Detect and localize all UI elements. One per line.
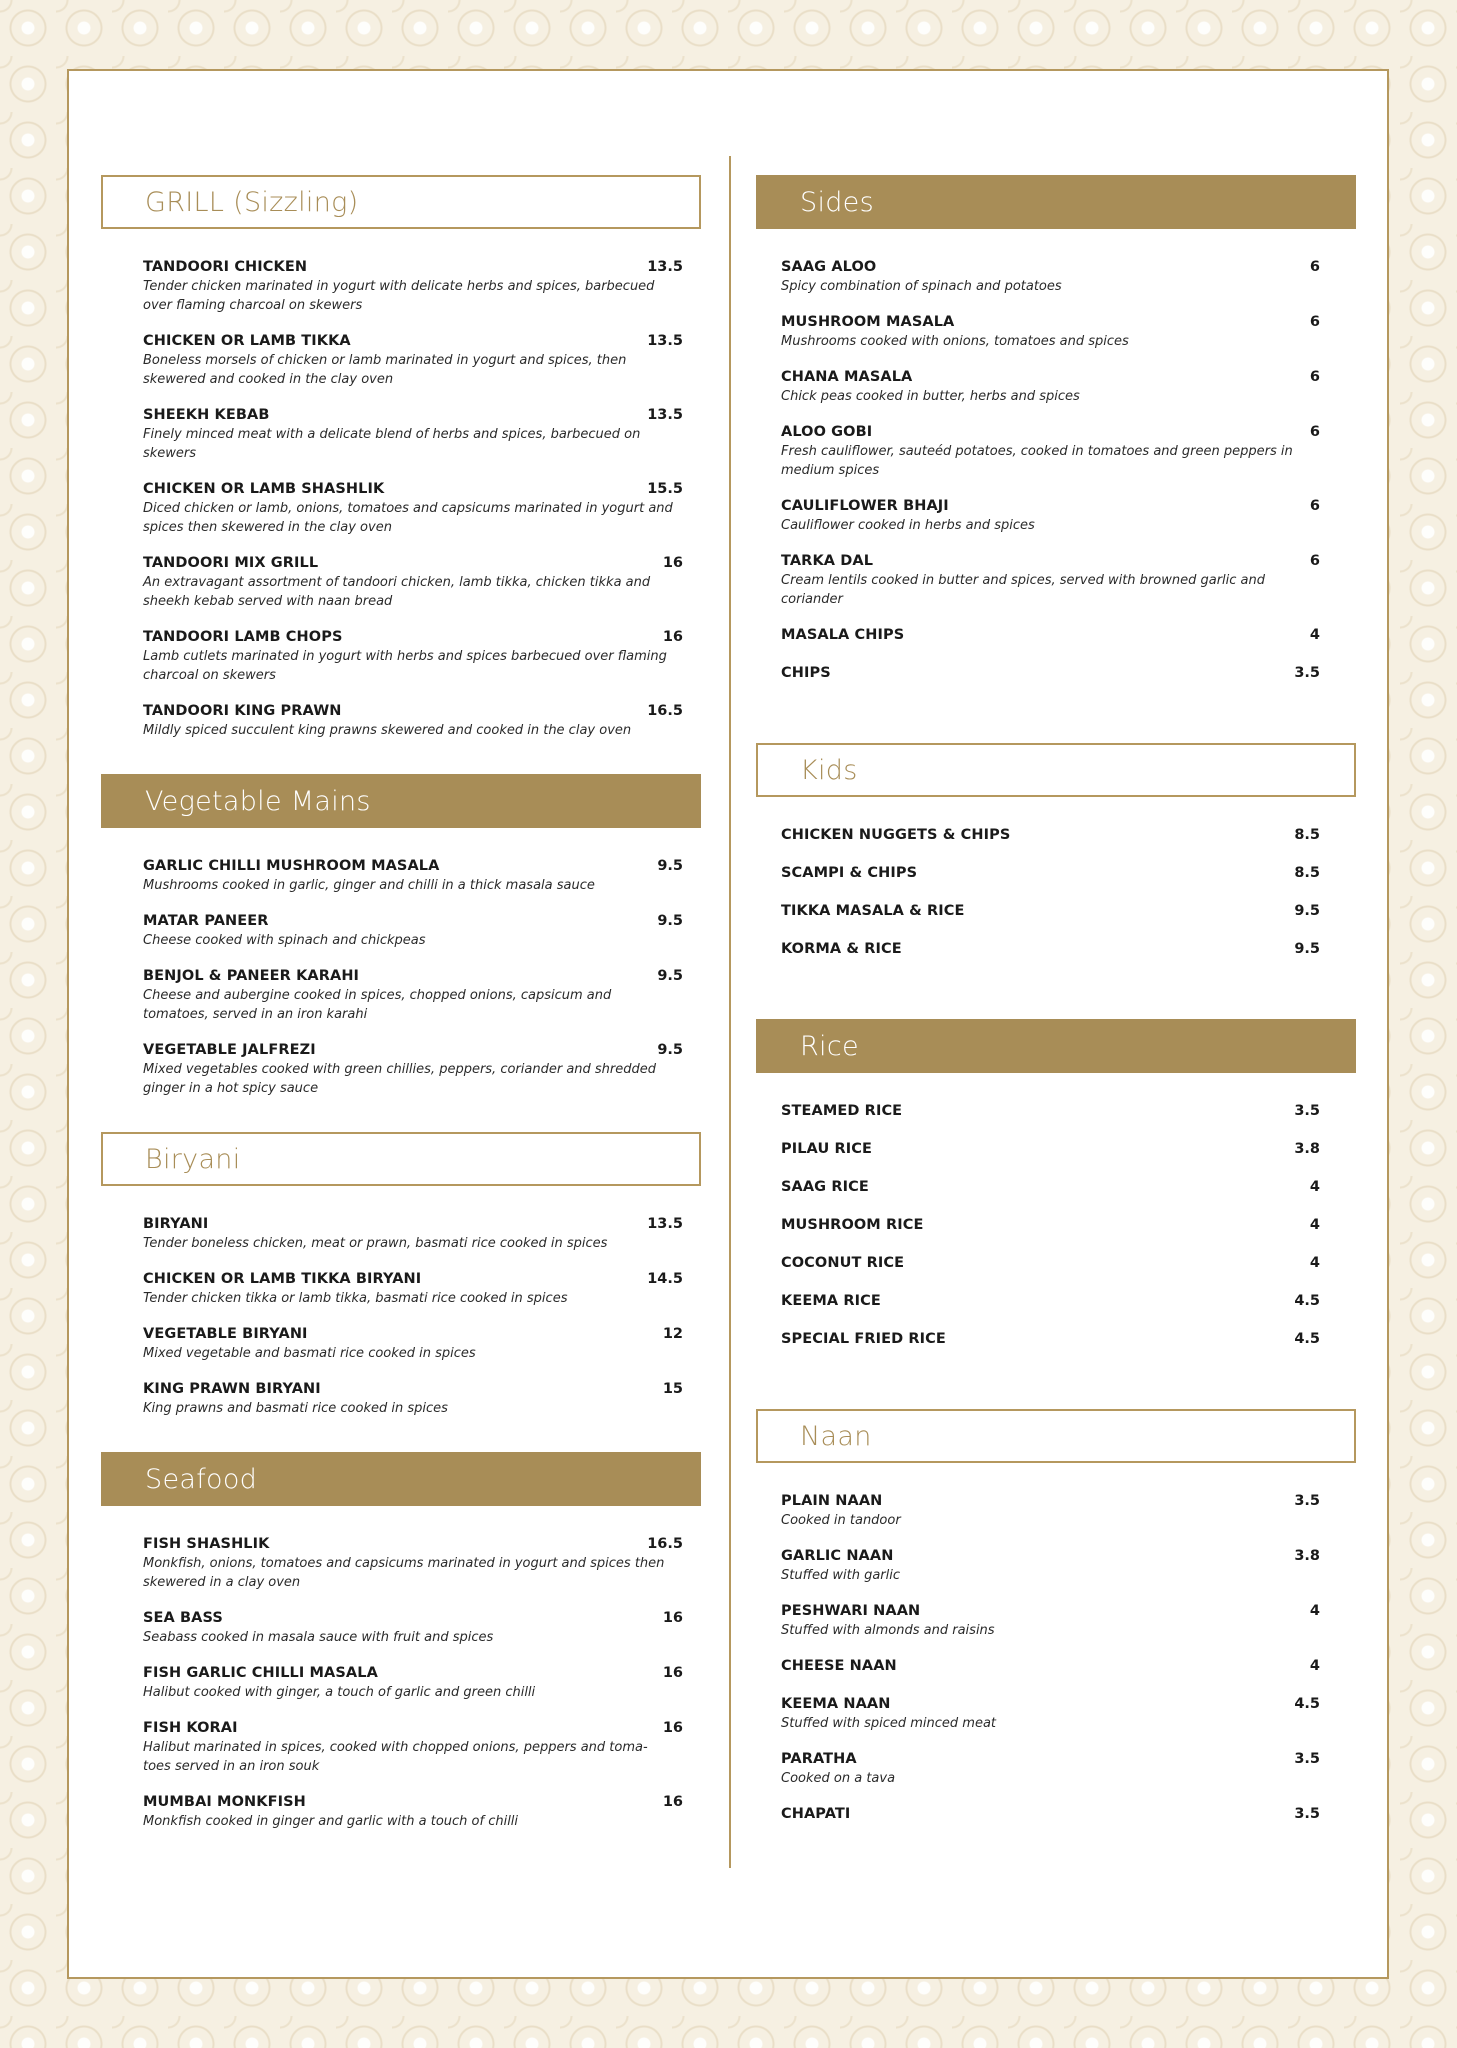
menu-item — [143, 703, 683, 740]
menu-item-description: Fresh cauliflower, sauteéd potatoes, cooked in tomatoes and green peppers in medium spices — [781, 444, 1293, 478]
menu-item-description: Finely minced meat with a delicate blend of herbs and spices, barbecued on skewers — [143, 427, 641, 461]
menu-item-row — [143, 1042, 683, 1058]
menu-item-row — [781, 1331, 1320, 1347]
menu-item-price: 15.5 — [647, 481, 683, 497]
menu-item-name: VEGETABLE BIRYANI — [143, 1326, 308, 1342]
menu-item-price: 6 — [1309, 553, 1320, 569]
menu-item-name: GARLIC CHILLI MUSHROOM MASALA — [143, 858, 440, 874]
menu-item-description: Cauliflower cooked in herbs and spices — [781, 518, 1035, 533]
section-heading: Kids — [756, 743, 1356, 797]
menu-item-list — [101, 229, 701, 740]
menu-item-row — [781, 1658, 1320, 1674]
menu-item — [781, 314, 1320, 351]
menu-item — [143, 1381, 683, 1418]
menu-item-price: 9.5 — [1294, 903, 1320, 919]
menu-item — [781, 903, 1320, 919]
menu-item-price: 6 — [1309, 498, 1320, 514]
menu-item — [143, 858, 683, 895]
menu-item-price: 3.5 — [1294, 1103, 1320, 1119]
menu-item-description: Spicy combination of spinach and potatoes — [781, 279, 1062, 294]
menu-item-price: 4.5 — [1294, 1331, 1320, 1347]
menu-item-price: 4 — [1309, 1179, 1320, 1195]
menu-item-row — [781, 498, 1320, 514]
menu-item — [781, 1603, 1320, 1640]
menu-item-row — [781, 1103, 1320, 1119]
menu-item-description: Monkfish, onions, tomatoes and capsicums marinated in yogurt and spices then skewered in a clay oven — [143, 1556, 665, 1590]
menu-item — [781, 865, 1320, 881]
menu-item-name: CAULIFLOWER BHAJI — [781, 498, 949, 514]
section-gap — [101, 1116, 701, 1132]
menu-item-price: 3.5 — [1294, 1751, 1320, 1767]
menu-item-price: 9.5 — [657, 968, 683, 984]
menu-item-row — [781, 553, 1320, 569]
menu-item-row — [781, 1217, 1320, 1233]
menu-item-description: Cheese and aubergine cooked in spices, chopped onions, capsicum and tomatoes, served in an iron karahi — [143, 988, 612, 1022]
menu-item-name: TANDOORI CHICKEN — [143, 259, 308, 275]
menu-item-price: 16 — [662, 1720, 683, 1736]
menu-item — [143, 629, 683, 685]
menu-item-row — [143, 555, 683, 571]
menu-item-name: TARKA DAL — [781, 553, 874, 569]
menu-item — [781, 1293, 1320, 1309]
menu-item-row — [143, 407, 683, 423]
menu-item-price: 13.5 — [647, 1216, 683, 1232]
menu-item-price: 8.5 — [1294, 827, 1320, 843]
menu-item-name: CHANA MASALA — [781, 369, 913, 385]
menu-item — [781, 553, 1320, 609]
menu-item — [781, 1658, 1320, 1674]
menu-item-price: 6 — [1309, 314, 1320, 330]
menu-item — [781, 498, 1320, 535]
menu-item-description: Mushrooms cooked with onions, tomatoes and spices — [781, 334, 1129, 349]
menu-item — [781, 1493, 1320, 1530]
menu-item-row — [781, 369, 1320, 385]
menu-item-row — [143, 968, 683, 984]
menu-item-row — [781, 903, 1320, 919]
menu-item-description: Lamb cutlets marinated in yogurt with herbs and spices barbecued over flaming charcoal on skewers — [143, 649, 667, 683]
section-gap — [756, 703, 1356, 743]
menu-item-row — [143, 858, 683, 874]
menu-item — [781, 369, 1320, 406]
menu-item-description: An extravagant assortment of tandoori chicken, lamb tikka, chicken tikka and sheekh kebab served with naan bread — [143, 575, 651, 609]
left-column — [101, 175, 701, 1849]
menu-item-row — [143, 333, 683, 349]
menu-item-name: SAAG RICE — [781, 1179, 869, 1195]
menu-item-list — [756, 229, 1356, 681]
menu-item — [143, 1536, 683, 1592]
section-gap — [101, 758, 701, 774]
section-heading: Biryani — [101, 1132, 701, 1186]
menu-item-price: 14.5 — [647, 1271, 683, 1287]
menu-item-price: 3.8 — [1294, 1548, 1320, 1564]
menu-item-list — [756, 1073, 1356, 1347]
menu-item-name: CHAPATI — [781, 1806, 851, 1822]
menu-item-name: MUSHROOM RICE — [781, 1217, 924, 1233]
menu-item-name: KING PRAWN BIRYANI — [143, 1381, 321, 1397]
menu-item-description: Tender chicken tikka or lamb tikka, basmati rice cooked in spices — [143, 1291, 568, 1306]
menu-item — [143, 407, 683, 463]
menu-item — [143, 1720, 683, 1776]
menu-item-name: KEEMA NAAN — [781, 1696, 891, 1712]
menu-item-price: 9.5 — [657, 858, 683, 874]
menu-item-description: Diced chicken or lamb, onions, tomatoes and capsicums marinated in yogurt and spices then skewered in the clay oven — [143, 501, 673, 535]
menu-item-description: Monkfish cooked in ginger and garlic with a touch of chilli — [143, 1814, 519, 1829]
menu-item-price: 4 — [1309, 1603, 1320, 1619]
menu-item-price: 4.5 — [1294, 1696, 1320, 1712]
menu-item-price: 15 — [662, 1381, 683, 1397]
menu-item-name: PLAIN NAAN — [781, 1493, 883, 1509]
menu-item — [143, 1326, 683, 1363]
menu-item-description: Mildly spiced succulent king prawns skewered and cooked in the clay oven — [143, 723, 632, 738]
menu-item — [781, 424, 1320, 480]
menu-item-row — [143, 1326, 683, 1342]
section-heading: GRILL (Sizzling) — [101, 175, 701, 229]
menu-item-description: Stuffed with garlic — [781, 1568, 900, 1583]
menu-item-description: Cheese cooked with spinach and chickpeas — [143, 933, 426, 948]
menu-item — [143, 333, 683, 389]
column-divider — [729, 156, 731, 1868]
menu-item-name: MATAR PANEER — [143, 913, 269, 929]
menu-item-name: TANDOORI KING PRAWN — [143, 703, 342, 719]
menu-item-name: CHIPS — [781, 665, 831, 681]
section-gap — [756, 1369, 1356, 1409]
menu-item-price: 16.5 — [647, 1536, 683, 1552]
menu-item — [143, 1665, 683, 1702]
menu-item-row — [143, 259, 683, 275]
section-gap — [101, 1436, 701, 1452]
menu-item-name: TANDOORI LAMB CHOPS — [143, 629, 343, 645]
menu-item-row — [781, 1141, 1320, 1157]
menu-item — [143, 1271, 683, 1308]
menu-item-name: SEA BASS — [143, 1610, 223, 1626]
menu-item — [781, 941, 1320, 957]
menu-item-list — [756, 797, 1356, 957]
menu-item-price: 6 — [1309, 369, 1320, 385]
menu-item-price: 6 — [1309, 259, 1320, 275]
section-gap — [756, 979, 1356, 1019]
menu-item-name: TIKKA MASALA & RICE — [781, 903, 965, 919]
menu-item-description: Halibut cooked with ginger, a touch of garlic and green chilli — [143, 1685, 536, 1700]
menu-item-row — [143, 481, 683, 497]
menu-item-row — [781, 1751, 1320, 1767]
menu-item — [143, 555, 683, 611]
menu-item-name: CHICKEN OR LAMB TIKKA — [143, 333, 351, 349]
menu-item-description: Boneless morsels of chicken or lamb marinated in yogurt and spices, then skewered and cooked in the clay oven — [143, 353, 627, 387]
menu-item-name: CHICKEN OR LAMB SHASHLIK — [143, 481, 385, 497]
menu-item-description: Tender chicken marinated in yogurt with delicate herbs and spices, barbecued over flaming charcoal on skewers — [143, 279, 655, 313]
menu-item-list — [101, 828, 701, 1098]
menu-item — [781, 1548, 1320, 1585]
menu-item-name: SPECIAL FRIED RICE — [781, 1331, 946, 1347]
menu-item-row — [781, 424, 1320, 440]
menu-item-row — [143, 1720, 683, 1736]
menu-item-name: FISH KORAI — [143, 1720, 238, 1736]
menu-item-price: 12 — [662, 1326, 683, 1342]
menu-item-name: PARATHA — [781, 1751, 857, 1767]
menu-item — [781, 1696, 1320, 1733]
menu-item-name: STEAMED RICE — [781, 1103, 903, 1119]
menu-page — [67, 69, 1389, 1979]
menu-item-price: 16 — [662, 629, 683, 645]
menu-item-description: Stuffed with almonds and raisins — [781, 1623, 995, 1638]
menu-item-row — [781, 1548, 1320, 1564]
menu-item-description: Halibut marinated in spices, cooked with chopped onions, peppers and toma-toes served in an iron souk — [143, 1740, 648, 1774]
menu-item-description: Tender boneless chicken, meat or prawn, basmati rice cooked in spices — [143, 1236, 608, 1251]
menu-item — [781, 1806, 1320, 1822]
section-vegetable-mains — [101, 774, 701, 1098]
menu-item-name: BIRYANI — [143, 1216, 209, 1232]
menu-item — [781, 1141, 1320, 1157]
menu-item-row — [143, 1610, 683, 1626]
menu-item-description: King prawns and basmati rice cooked in spices — [143, 1401, 448, 1416]
menu-item-description: Stuffed with spiced minced meat — [781, 1716, 997, 1731]
menu-item-row — [143, 1665, 683, 1681]
menu-item-name: VEGETABLE JALFREZI — [143, 1042, 316, 1058]
menu-item-name: MASALA CHIPS — [781, 627, 905, 643]
menu-item — [781, 1255, 1320, 1271]
menu-item-price: 16.5 — [647, 703, 683, 719]
menu-item-row — [143, 1271, 683, 1287]
menu-item-price: 4.5 — [1294, 1293, 1320, 1309]
menu-item-price: 3.5 — [1294, 1806, 1320, 1822]
menu-item-description: Cooked in tandoor — [781, 1513, 901, 1528]
menu-item-price: 16 — [662, 1665, 683, 1681]
menu-item-row — [143, 1536, 683, 1552]
section-kids — [756, 743, 1356, 957]
section-seafood — [101, 1452, 701, 1831]
menu-item-row — [143, 703, 683, 719]
menu-item — [781, 1179, 1320, 1195]
menu-item-price: 3.5 — [1294, 1493, 1320, 1509]
menu-item-name: MUSHROOM MASALA — [781, 314, 955, 330]
menu-item-name: PILAU RICE — [781, 1141, 872, 1157]
menu-item-row — [781, 1806, 1320, 1822]
menu-item-name: KEEMA RICE — [781, 1293, 881, 1309]
menu-item-name: ALOO GOBI — [781, 424, 873, 440]
menu-item-row — [781, 1493, 1320, 1509]
menu-item-description: Mixed vegetable and basmati rice cooked in spices — [143, 1346, 476, 1361]
menu-item-price: 6 — [1309, 424, 1320, 440]
menu-item-name: SCAMPI & CHIPS — [781, 865, 918, 881]
menu-item-price: 16 — [662, 1610, 683, 1626]
section-biryani — [101, 1132, 701, 1418]
menu-item-description: Cooked on a tava — [781, 1771, 896, 1786]
menu-item-description: Mixed vegetables cooked with green chillies, peppers, coriander and shredded ginger in a hot spicy sauce — [143, 1062, 657, 1096]
menu-item-row — [781, 1603, 1320, 1619]
menu-item — [781, 1217, 1320, 1233]
menu-item-row — [781, 1255, 1320, 1271]
menu-item-row — [143, 1794, 683, 1810]
menu-item-row — [781, 1696, 1320, 1712]
menu-item-price: 4 — [1309, 1217, 1320, 1233]
menu-item-row — [143, 1216, 683, 1232]
menu-item-name: SHEEKH KEBAB — [143, 407, 270, 423]
menu-item-row — [143, 629, 683, 645]
menu-item-price: 13.5 — [647, 407, 683, 423]
menu-item-name: SAAG ALOO — [781, 259, 877, 275]
menu-item — [781, 1331, 1320, 1347]
menu-item-row — [781, 827, 1320, 843]
menu-item-name: PESHWARI NAAN — [781, 1603, 921, 1619]
menu-item-list — [101, 1186, 701, 1418]
right-column — [756, 175, 1356, 1844]
menu-item — [781, 665, 1320, 681]
menu-item — [781, 627, 1320, 643]
menu-item-price: 4 — [1309, 1255, 1320, 1271]
menu-item-row — [781, 314, 1320, 330]
menu-item-name: FISH SHASHLIK — [143, 1536, 270, 1552]
menu-item-row — [143, 1381, 683, 1397]
section-grill-sizzling — [101, 175, 701, 740]
menu-item-price: 4 — [1309, 1658, 1320, 1674]
menu-item-row — [781, 1179, 1320, 1195]
menu-item-name: KORMA & RICE — [781, 941, 902, 957]
menu-item-row — [781, 941, 1320, 957]
menu-item-description: Seabass cooked in masala sauce with fruit and spices — [143, 1630, 494, 1645]
menu-item — [143, 1042, 683, 1098]
menu-item-description: Cream lentils cooked in butter and spices, served with browned garlic and coriander — [781, 573, 1266, 607]
menu-item — [781, 1751, 1320, 1788]
menu-item-price: 16 — [662, 1794, 683, 1810]
menu-item-name: COCONUT RICE — [781, 1255, 905, 1271]
menu-item-row — [143, 913, 683, 929]
menu-item-name: BENJOL & PANEER KARAHI — [143, 968, 360, 984]
menu-item-description: Mushrooms cooked in garlic, ginger and chilli in a thick masala sauce — [143, 878, 595, 893]
section-heading: Rice — [756, 1019, 1356, 1073]
menu-item-price: 3.8 — [1294, 1141, 1320, 1157]
section-heading: Sides — [756, 175, 1356, 229]
menu-item — [143, 259, 683, 315]
menu-item-name: TANDOORI MIX GRILL — [143, 555, 319, 571]
section-naan — [756, 1409, 1356, 1822]
menu-item — [143, 968, 683, 1024]
menu-item-price: 13.5 — [647, 259, 683, 275]
menu-item-list — [756, 1463, 1356, 1822]
menu-item-name: MUMBAI MONKFISH — [143, 1794, 306, 1810]
menu-item-price: 9.5 — [1294, 941, 1320, 957]
menu-item — [143, 1610, 683, 1647]
menu-item-list — [101, 1506, 701, 1831]
menu-item — [781, 259, 1320, 296]
menu-item-price: 8.5 — [1294, 865, 1320, 881]
menu-item-price: 4 — [1309, 627, 1320, 643]
menu-item-price: 9.5 — [657, 913, 683, 929]
menu-item — [143, 1794, 683, 1831]
menu-item-row — [781, 259, 1320, 275]
menu-item-price: 9.5 — [657, 1042, 683, 1058]
menu-item-name: GARLIC NAAN — [781, 1548, 894, 1564]
section-heading: Naan — [756, 1409, 1356, 1463]
menu-item — [781, 1103, 1320, 1119]
menu-item-name: CHICKEN OR LAMB TIKKA BIRYANI — [143, 1271, 422, 1287]
menu-item-row — [781, 1293, 1320, 1309]
menu-item-row — [781, 627, 1320, 643]
section-heading: Vegetable Mains — [101, 774, 701, 828]
section-rice — [756, 1019, 1356, 1347]
menu-item-name: CHICKEN NUGGETS & CHIPS — [781, 827, 1011, 843]
menu-item — [781, 827, 1320, 843]
menu-item-name: CHEESE NAAN — [781, 1658, 897, 1674]
menu-item-price: 3.5 — [1294, 665, 1320, 681]
menu-item — [143, 1216, 683, 1253]
menu-item-description: Chick peas cooked in butter, herbs and spices — [781, 389, 1080, 404]
menu-item — [143, 913, 683, 950]
menu-item — [143, 481, 683, 537]
menu-item-price: 13.5 — [647, 333, 683, 349]
menu-item-row — [781, 665, 1320, 681]
section-sides — [756, 175, 1356, 681]
menu-item-price: 16 — [662, 555, 683, 571]
menu-item-row — [781, 865, 1320, 881]
menu-item-name: FISH GARLIC CHILLI MASALA — [143, 1665, 378, 1681]
section-heading: Seafood — [101, 1452, 701, 1506]
